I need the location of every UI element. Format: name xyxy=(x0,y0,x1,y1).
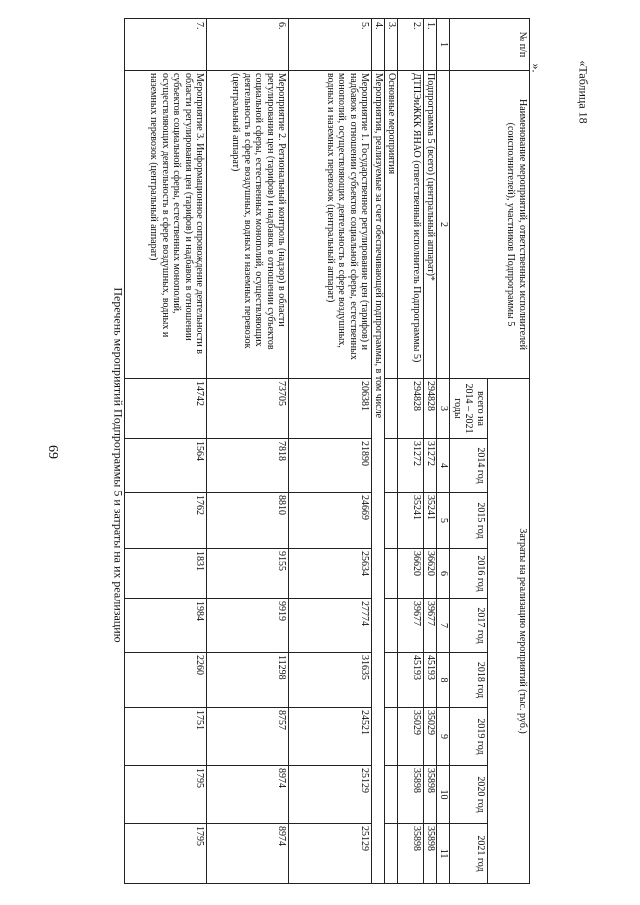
row-value: 21890 xyxy=(289,439,372,493)
row-value: 35241 xyxy=(398,493,424,549)
row-value: 36620 xyxy=(424,549,437,599)
row-name: Мероприятие 1. Государственное регулирование цен (тарифов) и надбавок в отношении субъектов социальной сферы, естественных монополий, осуществляющих деятельность в сфере воздушных, водных и наземных перевозок (центральный аппарат) xyxy=(289,71,372,379)
row-value: 24669 xyxy=(289,493,372,549)
page-number: 69 xyxy=(45,445,60,459)
row-value: 206381 xyxy=(289,379,372,439)
header-total: всего на 2014 – 2021 годы xyxy=(450,379,488,439)
row-number: 1. xyxy=(424,19,437,71)
header-costs: Затраты на реализацию мероприятий (тыс. руб.) xyxy=(488,379,530,884)
row-number: 5. xyxy=(289,19,372,71)
row-value: 7818 xyxy=(207,439,289,493)
row-value: 31272 xyxy=(424,439,437,493)
row-value: 294828 xyxy=(424,379,437,439)
costs-table xyxy=(125,18,531,884)
column-number: 3 xyxy=(437,379,450,439)
row-value: 35029 xyxy=(424,708,437,766)
row-number: 7. xyxy=(125,19,207,71)
row-value: 35898 xyxy=(424,766,437,824)
header-year: 2021 год xyxy=(450,824,488,884)
row-value: 35898 xyxy=(424,824,437,884)
row-value: 1751 xyxy=(125,708,207,766)
column-number: 1 xyxy=(437,19,450,71)
row-value: 25129 xyxy=(289,766,372,824)
table-row xyxy=(207,19,289,884)
row-name: Мероприятия, реализуемые за счет обеспечивающей подпрограммы, в том числе xyxy=(372,71,385,884)
document-title: Перечень мероприятий Подпрограммы 5 и затраты на их реализацию xyxy=(111,287,126,643)
header-year: 2016 год xyxy=(450,549,488,599)
row-value: 8974 xyxy=(207,766,289,824)
header-name: Наименование мероприятий, ответственных исполнителей (соисполнителей), участников Подпрограммы 5 xyxy=(450,71,530,379)
row-value: 73705 xyxy=(207,379,289,439)
header-year: 2014 год xyxy=(450,439,488,493)
header-num: № п/п xyxy=(450,19,530,71)
row-name: Мероприятие 2. Региональный контроль (надзор) в области регулирования цен (тарифов) и надбавок в отношении субъектов социальной сферы, естественных монополий, осуществляющих деятельность в сфере воздушных, водных и наземных перевозок (центральный аппарат) xyxy=(207,71,289,379)
row-value: 24521 xyxy=(289,708,372,766)
row-value: 35029 xyxy=(398,708,424,766)
column-number: 11 xyxy=(437,824,450,884)
row-value: 39677 xyxy=(424,599,437,653)
table-row xyxy=(289,19,372,884)
row-number: 4. xyxy=(372,19,385,71)
column-number: 5 xyxy=(437,493,450,549)
column-number: 4 xyxy=(437,439,450,493)
row-name: Основные мероприятия xyxy=(385,71,398,379)
header-year: 2015 год xyxy=(450,493,488,549)
row-value: 31635 xyxy=(289,653,372,708)
table-row xyxy=(372,19,385,884)
header-year: 2019 год xyxy=(450,708,488,766)
row-value: 1984 xyxy=(125,599,207,653)
row-value: 9919 xyxy=(207,599,289,653)
row-name: Подпрограмма 5 (всего) (центральный аппарат)* xyxy=(424,71,437,379)
row-value: 8810 xyxy=(207,493,289,549)
row-value: 45193 xyxy=(398,653,424,708)
row-value: 1795 xyxy=(125,766,207,824)
row-value: 8757 xyxy=(207,708,289,766)
row-value: 9155 xyxy=(207,549,289,599)
row-number: 2. xyxy=(398,19,424,71)
column-number: 10 xyxy=(437,766,450,824)
column-number: 8 xyxy=(437,653,450,708)
costs-table-container xyxy=(144,18,530,883)
row-value: 2260 xyxy=(125,653,207,708)
row-value: 35898 xyxy=(398,824,424,884)
column-number: 2 xyxy=(437,71,450,379)
row-value: 1831 xyxy=(125,549,207,599)
table-row xyxy=(398,19,424,884)
header-year: 2018 год xyxy=(450,653,488,708)
row-value: 39677 xyxy=(398,599,424,653)
table-row xyxy=(125,19,207,884)
row-value: 31272 xyxy=(398,439,424,493)
row-name: ДТПЭиЖКК ЯНАО (ответственный исполнитель Подпрограммы 5) xyxy=(398,71,424,379)
table-row xyxy=(424,19,437,884)
row-name: Мероприятие 3. Информационное сопровождение деятельности в области регулирования цен (тарифов) и надбавок в отношении субъектов социальной сферы, естественных монополий, осуществляющих деятельность в сфере воздушных, водных и наземных перевозок (центральный аппарат) xyxy=(125,71,207,379)
row-value: 1762 xyxy=(125,493,207,549)
row-value: 1795 xyxy=(125,824,207,884)
row-value: 35898 xyxy=(398,766,424,824)
row-value: 25634 xyxy=(289,549,372,599)
table-label: «Таблица 18 xyxy=(576,60,591,124)
row-value: 36620 xyxy=(398,549,424,599)
row-value: 294828 xyxy=(398,379,424,439)
column-number: 7 xyxy=(437,599,450,653)
row-number: 6. xyxy=(207,19,289,71)
row-value: 45193 xyxy=(424,653,437,708)
row-value: 25129 xyxy=(289,824,372,884)
row-value: 1564 xyxy=(125,439,207,493)
header-year: 2020 год xyxy=(450,766,488,824)
table-row xyxy=(385,19,398,884)
column-number: 9 xyxy=(437,708,450,766)
row-value: 35241 xyxy=(424,493,437,549)
row-value: 27774 xyxy=(289,599,372,653)
row-value: 8974 xyxy=(207,824,289,884)
row-number: 3. xyxy=(385,19,398,71)
row-value: 14742 xyxy=(125,379,207,439)
column-number: 6 xyxy=(437,549,450,599)
header-year: 2017 год xyxy=(450,599,488,653)
closing-quote-mark: ». xyxy=(529,63,544,73)
row-value: 11298 xyxy=(207,653,289,708)
